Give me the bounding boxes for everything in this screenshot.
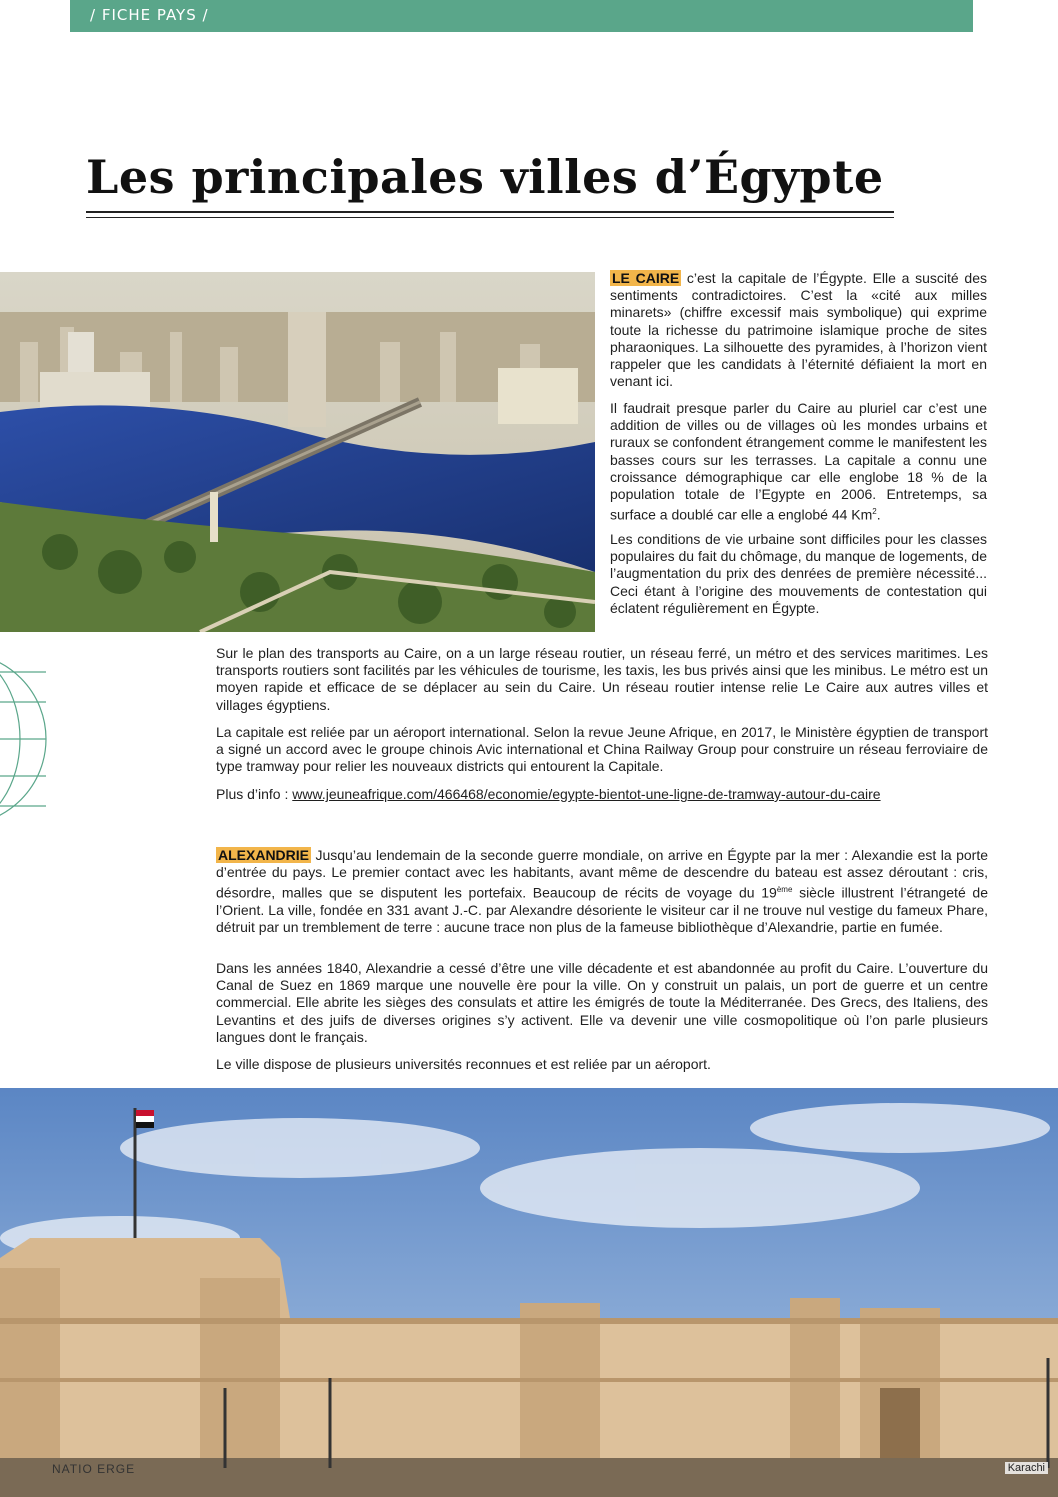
section-label: / FICHE PAYS / [90,6,209,24]
title-underline-thin [86,217,894,218]
cairo-airport-paragraph: La capitale est reliée par un aéroport international. Selon la revue Jeune Afrique, en 2017, le Ministère égyptien de transport a signé un accord avec le groupe chinois Avic international et China Railway Group pour construire un réseau ferroviaire de type tramway pour relier les nouveaux districts qui entourent la Capitale. [216,724,988,775]
alexandria-tag: ALEXANDRIE [218,847,310,863]
more-info-line [216,786,988,803]
page-title: Les principales villes d’Égypte [86,150,884,204]
cairo-paragraph-2 [610,400,987,524]
more-info-link[interactable]: www.jeuneafrique.com/466468/economie/egypte-bientot-une-ligne-de-tramway-autour-du-caire [292,786,881,802]
footer-magazine-name: NATIO ERGE [52,1462,136,1476]
cairo-paragraph-3: Les conditions de vie urbaine sont difficiles pour les classes populaires du fait du chômage, du manque de logements, de l’augmentation du prix des denrées de première nécessité... Ceci étant à l’origine des mouvements de contestation qui éclatent régulièrement en Égypte. [610,531,987,616]
cairo-photo [0,272,595,632]
cairo-paragraph-1-text: c’est la capitale de l’Égypte. Elle a suscité des sentiments contradictoires. C’est la «cité aux milles minarets» (chiffre excessif mais symbolique) qui exprime toute la richesse du patrimoine islamique proche de sites pharaoniques. La silhouette des pyramides, à l’horizon vient rappeler que les candidats à l’éternité défiaient la mort en venant ici. [610,270,987,390]
alexandria-paragraph-1-text-a: Jusqu’au lendemain de la seconde guerre mondiale, on arrive en Égypte par la mer : Alexandie est la porte d’entrée du pays. Le premier contact avec les habitants, avant même de descendre du bateau est assez déroutant : cris, désordre, malles que se disputent les portefaix. Beaucoup de récits de voyage du 19 [216,847,988,902]
km2-superscript: 2 [872,507,877,517]
globe-icon [0,652,60,826]
cairo-paragraph-1 [610,270,987,390]
citadel-photo [0,1088,1058,1497]
alexandria-paragraph-2: Dans les années 1840, Alexandrie a cessé d’être une ville décadente et est abandonnée au profit du Caire. L’ouverture du Canal de Suez en 1869 marque une nouvelle ère pour la ville. On y construit un palais, un port de guerre et un centre commercial. Elle abrite les sièges des consulats et attire les émigrés de toute la Méditerranée. Des Grecs, des Italiens, des Levantins et des juifs de diverses origines s’y activent. Elle va devenir une ville cosmopolitique où l’on parle plusieurs langues dont le français. [216,960,988,1045]
cairo-paragraph-2-text: Il faudrait presque parler du Caire au pluriel car c’est une addition de villes ou de villages où les mondes urbains et ruraux se confondent étrangement comme le manifestent les basses cours sur les terrasses. La capitale a connu une croissance démographique car elle englobe 18 % de la population totale de l’Egypte en 2006. Entretemps, sa surface a doublé car elle a englobé 44 Km [610,400,987,523]
alexandria-paragraph-1 [216,847,988,937]
more-info-label: Plus d’info : [216,786,293,802]
photo-credit: Karachi [1005,1462,1048,1474]
cairo-paragraph-2-end: . [876,506,881,523]
title-underline [86,211,894,213]
cairo-transport-paragraph: Sur le plan des transports au Caire, on a un large réseau routier, un réseau ferré, un métro et des services maritimes. Les transports routiers sont facilités par les véhicules de tourisme, les taxis, les bus privés ainsi que les minibus. Le métro est un moyen rapide et efficace de se déplacer au sein du Caire. Un réseau routier intense relie Le Caire aux autres villes et villages égyptiens. [216,645,988,713]
alexandria-paragraph-1-text-b: siècle illustrent l’étrangeté de l’Orient. La ville, fondée en 331 avant J.-C. par Alexandre désoriente le visiteur car il ne trouve nul vestige du fameux Phare, détruit par un tremblement de terre : aucune trace non plus de la fameuse bibliothèque d’Alexandrie, partie en fumée. [216,885,988,936]
section-header-band [70,0,973,32]
alexandria-paragraph-3: Le ville dispose de plusieurs universités reconnues et est reliée par un aéroport. [216,1056,711,1072]
cairo-tag: LE CAIRE [612,270,680,286]
century-superscript: ème [776,885,793,895]
